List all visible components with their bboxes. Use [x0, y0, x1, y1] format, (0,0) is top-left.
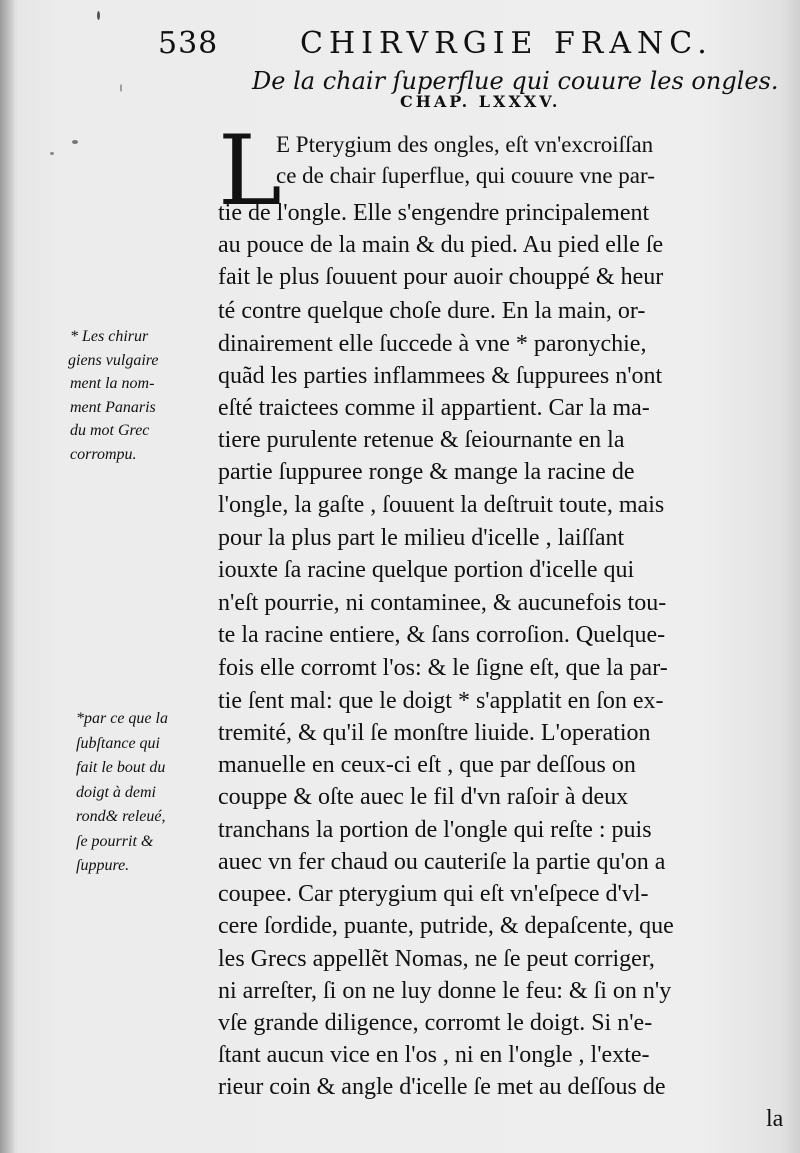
drop-cap: L	[218, 115, 282, 227]
ink-speck	[50, 152, 54, 155]
text-line: les Grecs appellẽt Nomas, ne ſe peut corriger,	[218, 946, 655, 972]
margin-note-line: corrompu.	[70, 445, 137, 463]
text-line: ſtant aucun vice en l'os , ni en l'ongle , l'exte-	[218, 1042, 650, 1068]
ink-speck	[120, 84, 122, 92]
text-line: fois elle corromt l'os: & le ſigne eſt, que la par-	[218, 655, 668, 681]
text-line: iouxte ſa racine quelque portion d'icelle qui	[218, 557, 635, 583]
text-line: couppe & oſte auec le fil d'vn raſoir à deux	[218, 784, 629, 810]
text-line: tiere purulente retenue & ſeiournante en la	[218, 427, 625, 453]
text-line: ni arreſter, ſi on ne luy donne le feu: & ſi on n'y	[218, 978, 672, 1004]
text-line: auec vn fer chaud ou cauteriſe la partie qu'on a	[218, 849, 666, 875]
text-line: n'eſt pourrie, ni contaminee, & aucunefois tou-	[218, 590, 667, 616]
text-line: tremité, & qu'il ſe monſtre liuide. L'operation	[218, 720, 651, 746]
text-line: ce de chair ſuperflue, qui couure vne par-	[276, 163, 655, 188]
text-line: tranchans la portion de l'ongle qui reſte : puis	[218, 817, 652, 843]
text-line: te la racine entiere, & ſans corroſion. Quelque-	[218, 622, 666, 648]
page-gutter-shadow	[0, 0, 14, 1153]
catchword: la	[766, 1106, 784, 1132]
text-line: au pouce de la main & du pied. Au pied elle ſe	[218, 232, 664, 258]
chapter-title: De la chair ſuperflue qui couure les ongles.	[252, 67, 779, 95]
text-line: vſe grande diligence, corromt le doigt. Si n'e-	[218, 1010, 653, 1036]
text-line: fait le plus ſouuent pour auoir chouppé & heur	[218, 264, 664, 290]
text-line: tie ſent mal: que le doigt * s'applatit en ſon ex-	[218, 688, 664, 714]
page-number: 538	[158, 26, 219, 61]
text-line: coupee. Car pterygium qui eſt vn'eſpece d'vl-	[218, 881, 649, 907]
text-line: eſté traictees comme il appartient. Car la ma-	[218, 395, 650, 421]
chapter-number: CHAP. LXXXV.	[400, 92, 561, 111]
text-line: té contre quelque choſe dure. En la main, or-	[218, 298, 646, 324]
text-line: partie ſuppuree ronge & mange la racine de	[218, 459, 635, 485]
text-line: manuelle en ceux-ci eſt , que par deſſous on	[218, 752, 636, 778]
margin-note-applatit	[76, 707, 168, 879]
ink-speck	[72, 140, 78, 144]
margin-note-line: ment Panaris	[70, 398, 156, 416]
margin-note-paronychie	[70, 325, 159, 466]
ink-speck	[97, 11, 100, 20]
margin-note-line: giens vulgaire	[68, 351, 159, 369]
text-line: rieur coin & angle d'icelle ſe met au deſſous de	[218, 1074, 666, 1100]
margin-note-line: du mot Grec	[70, 422, 150, 439]
margin-note-line: ſe pourrit &	[76, 832, 154, 850]
margin-note-line: ſuppure.	[76, 857, 130, 874]
text-line: dinairement elle ſuccede à vne * paronychie,	[218, 331, 647, 357]
running-head: CHIRVRGIE FRANC.	[300, 26, 713, 61]
text-line: E Pterygium des ongles, eſt vn'excroiſſan	[276, 132, 654, 157]
margin-note-line: * Les chirur	[70, 328, 149, 345]
text-line: pour la plus part le milieu d'icelle , laiſſant	[218, 525, 625, 551]
text-line: l'ongle, la gaſte , ſouuent la deſtruit toute, mais	[218, 492, 665, 518]
text-line: quãd les parties inflammees & ſuppurees n'ont	[218, 363, 663, 389]
margin-note-line: ment la nom-	[70, 375, 155, 392]
margin-note-line: doigt à demi	[76, 783, 156, 801]
text-line: cere ſordide, puante, putride, & depaſcente, que	[218, 913, 674, 939]
margin-note-line: fait le bout du	[76, 759, 166, 776]
margin-note-line: *par ce que la	[76, 710, 168, 727]
margin-note-line: rond& releué,	[76, 808, 166, 825]
text-line: tie de l'ongle. Elle s'engendre principalement	[218, 200, 650, 226]
margin-note-line: ſubſtance qui	[76, 734, 160, 752]
